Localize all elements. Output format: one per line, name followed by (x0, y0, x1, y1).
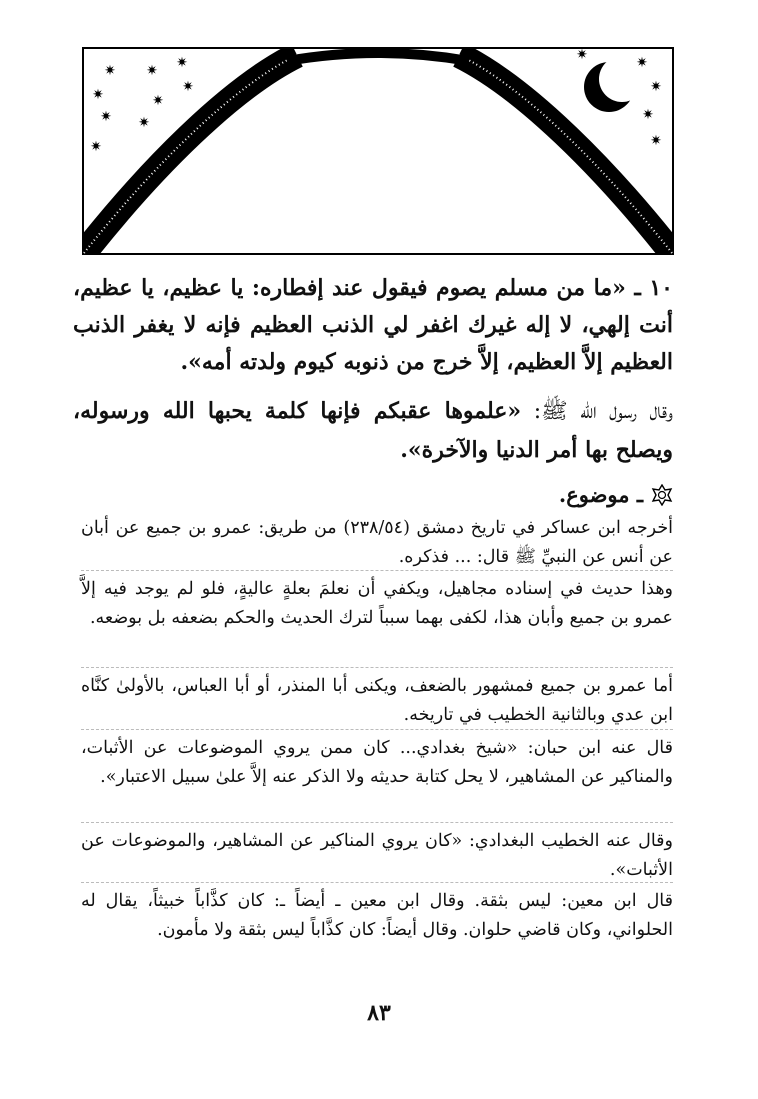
ramadan-night-header-illustration (82, 47, 674, 255)
paragraph-divider (81, 822, 673, 823)
svg-text:✷: ✷ (90, 139, 102, 155)
paragraph-divider (81, 667, 673, 668)
svg-text:✷: ✷ (104, 63, 116, 79)
paragraph-2: وهذا حديث في إسناده مجاهيل، ويكفي أن نعلمَ بعلةٍ عاليةٍ، فلو لم يوجد فيه إلاَّ عمرو بن جميع وأبان هذا، لكفى بهما سبباً لترك الحديث والحكم بضعفه بل بوضعه. (81, 579, 673, 628)
page-number: ٨٣ (367, 1000, 391, 1026)
paragraph-3: أما عمرو بن جميع فمشهور بالضعف، ويكنى أبا المنذر، أو أبا العباس، بالأولىٰ كنَّاه ابن عدي وبالثانية الخطيب في تاريخه. (81, 676, 673, 725)
paragraph-divider (81, 570, 673, 571)
paragraph-5: وقال عنه الخطيب البغدادي: «كان يروي المناكير عن المشاهير، والموضوعات عن الأثبات». (81, 831, 673, 880)
hadith-second-intro: وقال رسول الله ﷺ: (533, 399, 674, 424)
svg-text:✷: ✷ (138, 115, 150, 131)
svg-text:✷: ✷ (92, 87, 104, 103)
svg-text:✷: ✷ (182, 79, 194, 95)
paragraph-divider (81, 882, 673, 883)
svg-text:✷: ✷ (146, 63, 158, 79)
paragraph-1: أخرجه ابن عساكر في تاريخ دمشق (٢٣٨/٥٤) من طريق: عمرو بن جميع عن أبان عن أنس عن النبيِّ ﷺ قال: ... فذكره. (81, 518, 674, 567)
hadith-body: «ما من مسلم يصوم فيقول عند إفطاره: يا عظيم، يا عظيم، أنت إلهي، لا إله غيرك اغفر لي الذنب العظيم فإنه لا يغفر الذنب العظيم إلاَّ العظيم، إلاَّ خرج من ذنوبه كيوم ولدته أمه». (73, 275, 673, 375)
hadith-number: ١٠ ـ (634, 275, 673, 301)
hadith-text (73, 270, 673, 381)
hadith-second-narration (73, 392, 673, 470)
svg-text:✷: ✷ (176, 55, 188, 71)
svg-text:✷: ✷ (642, 107, 654, 123)
svg-text:✷: ✷ (152, 93, 164, 109)
svg-text:✷: ✷ (650, 79, 662, 95)
ornament-octagram-icon (651, 484, 673, 506)
svg-text:✷: ✷ (636, 55, 648, 71)
svg-text:✷: ✷ (576, 47, 588, 63)
section-heading-label: ـ موضوع. (558, 482, 643, 507)
paragraph-divider (81, 729, 673, 730)
hadith-second-body: «علموها عقبكم فإنها كلمة يحبها الله ورسوله، ويصلح بها أمر الدنيا والآخرة». (73, 398, 673, 463)
svg-text:✷: ✷ (650, 133, 662, 149)
paragraph-4: قال عنه ابن حبان: «شيخ بغدادي... كان ممن يروي الموضوعات عن الأثبات، والمناكير عن المشاهير، لا يحل كتابة حديثه ولا الذكر عنه إلاَّ علىٰ سبيل الاعتبار». (81, 738, 673, 787)
paragraph-6: قال ابن معين: ليس بثقة. وقال ابن معين ـ أيضاً ـ: كان كذَّاباً خبيثاً، يقال له الحلواني، وكان قاضي حلوان. وقال أيضاً: كان كذَّاباً ليس بثقة ولا مأمون. (81, 891, 673, 940)
svg-text:✷: ✷ (100, 109, 112, 125)
section-heading (559, 482, 673, 507)
